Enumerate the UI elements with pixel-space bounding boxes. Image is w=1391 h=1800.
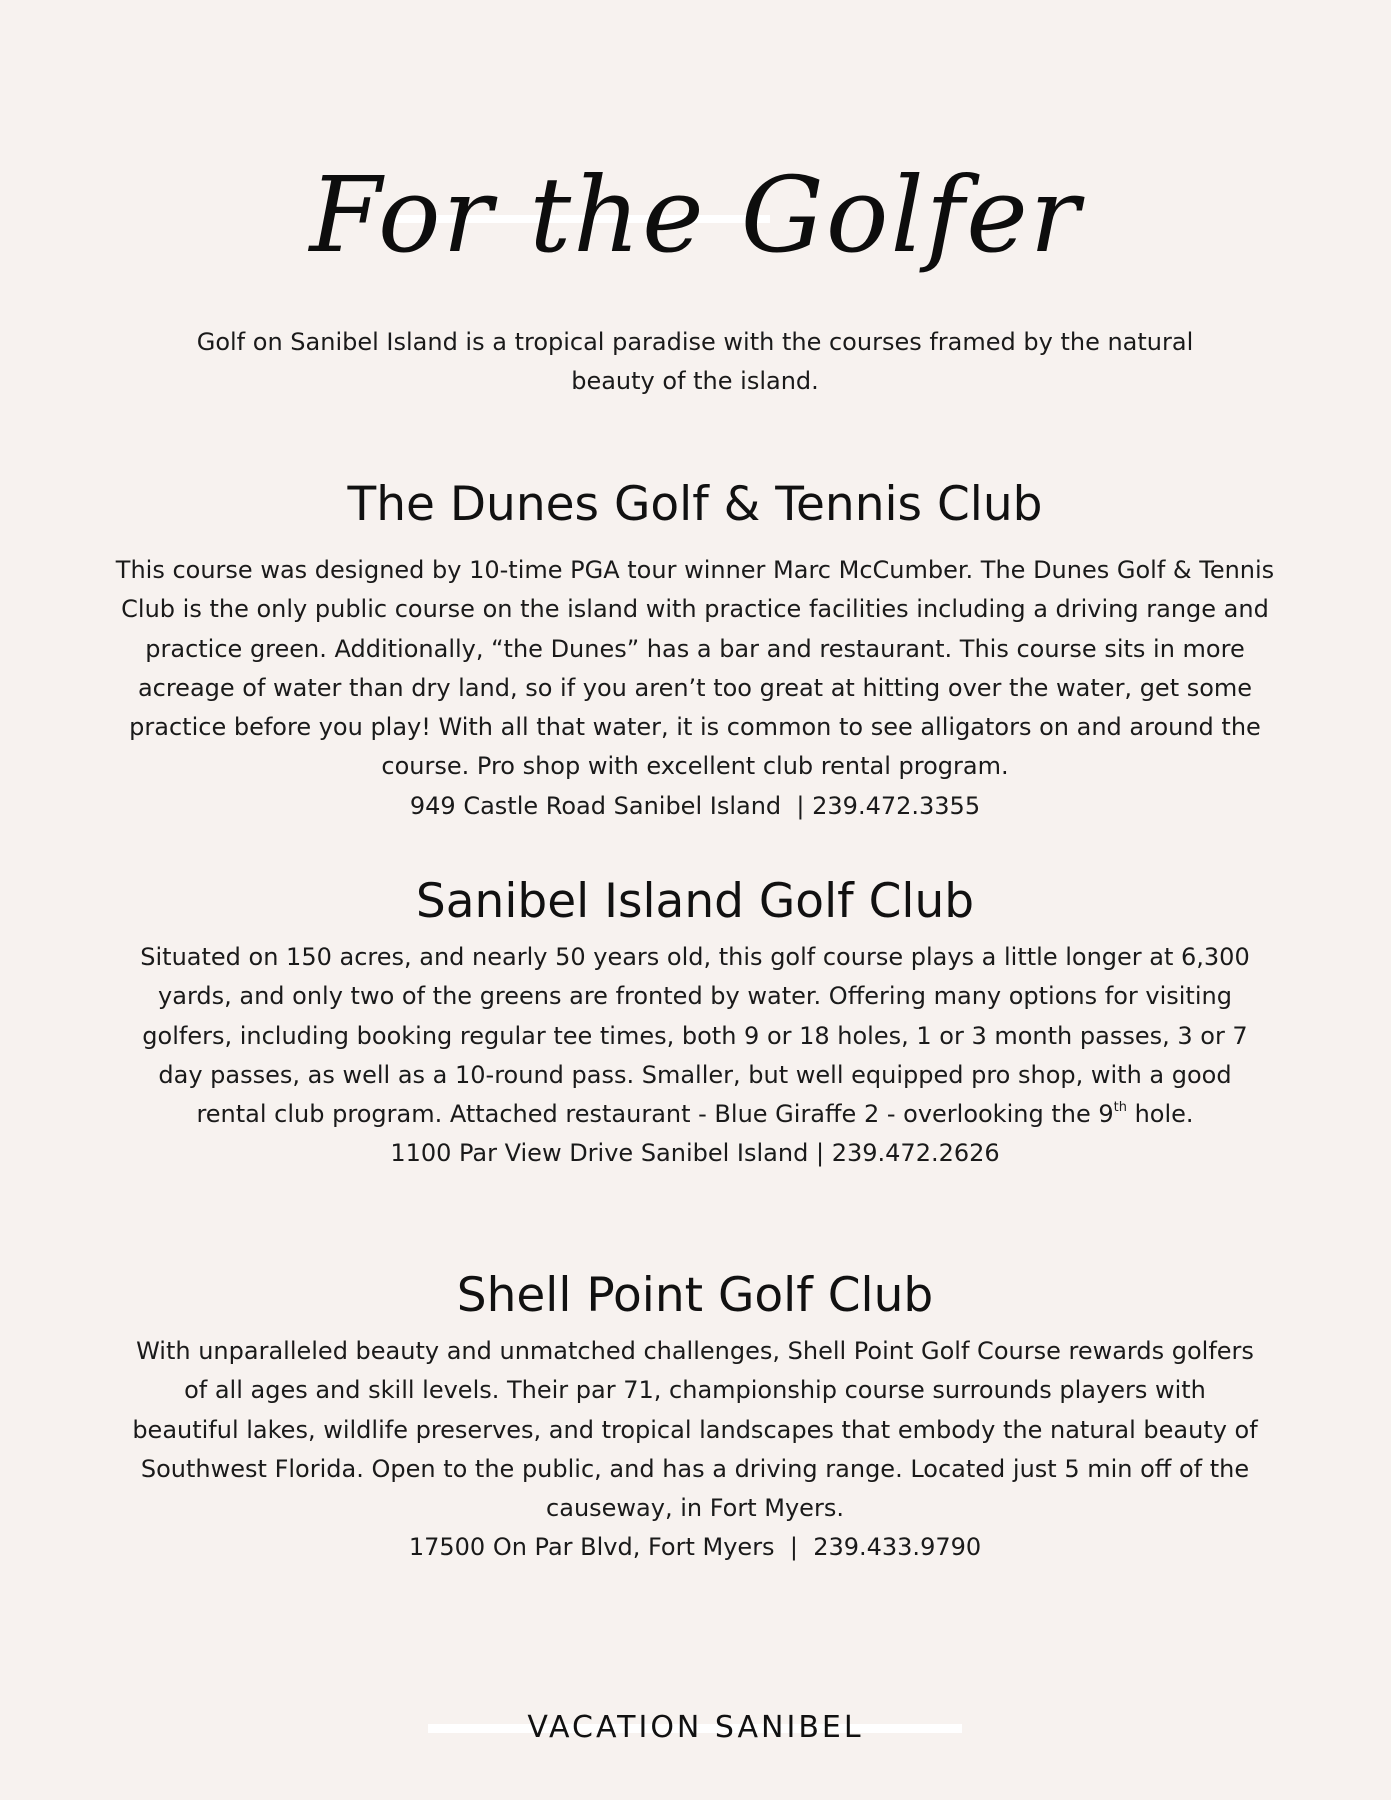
description-text: Situated on 150 acres, and nearly 50 years old, this golf course plays a little longer at 6,300 yards, and only two of the greens are fronted by water. Offering many options for visiting golfers, including booking regular tee times, both 9 or 18 holes, 1 or 3 month passes, 3 or 7 day passes, as well as a 10-round pass. Smaller, but well equipped pro shop, with a good rental club program. Attached restaurant - Blue Giraffe 2 - overlooking the 9 xyxy=(140,943,1250,1129)
description-text-end: hole. xyxy=(1126,1100,1194,1129)
course-contact xyxy=(90,1528,1300,1567)
course-contact xyxy=(90,787,1300,826)
course-name: The Dunes Golf & Tennis Club xyxy=(347,477,1043,532)
contact-separator: | xyxy=(796,791,805,820)
course-address: 17500 On Par Blvd, Fort Myers xyxy=(408,1533,775,1562)
course-description xyxy=(90,938,1300,1134)
ordinal-suffix: th xyxy=(1113,1100,1127,1116)
course-section xyxy=(90,475,1300,826)
course-phone[interactable]: 239.472.3355 xyxy=(812,791,981,820)
course-phone[interactable]: 239.472.2626 xyxy=(831,1139,1000,1168)
course-description: This course was designed by 10-time PGA tour winner Marc McCumber. The Dunes Golf & Tennis Club is the only public course on the island with practice facilities including a driving range and practice green. Additionally, “the Dunes” has a bar and restaurant. This course sits in more acreage of water than dry land, so if you aren’t too great at hitting over the water, get some practice before you play! With all that water, it is common to see alligators on and around the course. Pro shop with excellent club rental program. xyxy=(115,556,1275,781)
page-title: For the Golfer xyxy=(309,154,1082,276)
footer-brand: VACATION SANIBEL xyxy=(527,1710,864,1745)
course-contact xyxy=(90,1134,1300,1173)
course-section xyxy=(90,872,1300,1173)
course-description: With unparalleled beauty and unmatched challenges, Shell Point Golf Course rewards golfers of all ages and skill levels. Their par 71, championship course surrounds players with beautiful lakes, wildlife preserves, and tropical landscapes that embody the natural beauty of Southwest Florida. Open to the public, and has a driving range. Located just 5 min off of the causeway, in Fort Myers. xyxy=(132,1337,1258,1523)
course-address: 1100 Par View Drive Sanibel Island xyxy=(390,1139,809,1168)
footer xyxy=(0,1702,1391,1752)
course-address: 949 Castle Road Sanibel Island xyxy=(409,791,782,820)
page-header xyxy=(0,130,1391,310)
course-name: Sanibel Island Golf Club xyxy=(415,874,975,929)
course-name: Shell Point Golf Club xyxy=(456,1268,934,1323)
contact-separator: | xyxy=(815,1139,825,1168)
intro-text: Golf on Sanibel Island is a tropical paradise with the courses framed by the natural beauty of the island. xyxy=(196,328,1194,395)
contact-separator: | xyxy=(789,1533,798,1562)
course-phone[interactable]: 239.433.9790 xyxy=(813,1533,982,1562)
course-section xyxy=(90,1266,1300,1567)
